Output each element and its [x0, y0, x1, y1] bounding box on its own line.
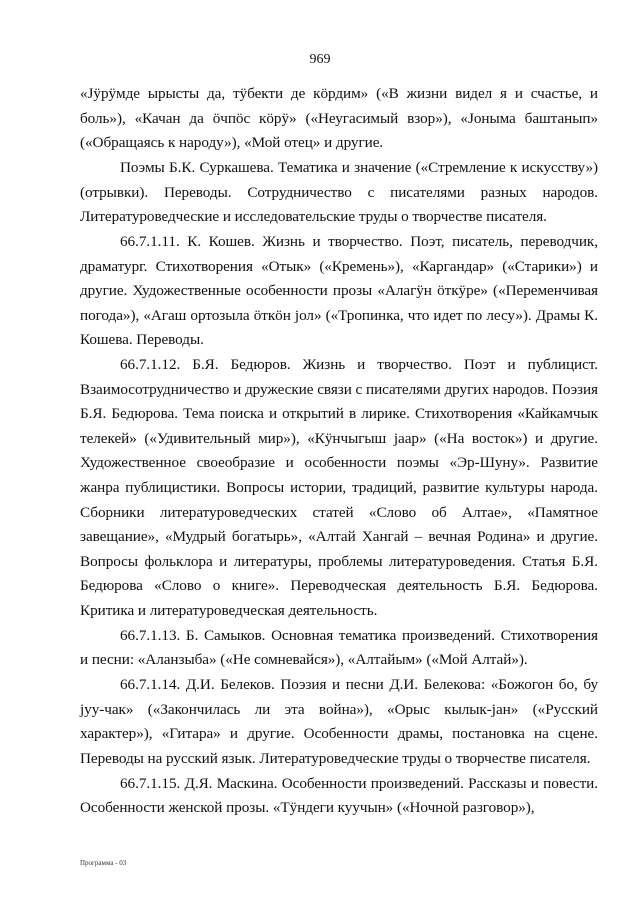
paragraph-bedyurov: 66.7.1.12. Б.Я. Бедюров. Жизнь и творчество. Поэт и публицист. Взаимосотрудничество и дружеские связи с писателями других народов. Поэзия Б.Я. Бедюрова. Тема поиска и открытий в лирике. Стихотворения «Кайкамчык телекей» («Удивительный мир»), «Кӱнчыгыш jаар» («На восток») и другие. Художественное своеобразие и особенности поэмы «Эр-Шуну». Развитие жанра публицистики. Вопросы истории, традиций, развитие культуры народа. Сборники литературоведческих статей «Слово об Алтае», «Памятное завещание», «Мудрый богатырь», «Алтай Хангай – вечная Родина» и другие. Вопросы фольклора и литературы, проблемы литературоведения. Статья Б.Я. Бедюрова «Слово о книге». Переводческая деятельность Б.Я. Бедюрова. Критика и литературоведческая деятельность. — [80, 356, 598, 620]
paragraph-continuation: «Jӱрӱмде ырысты да, тӱбекти де кӧрдим» («В жизни видел я и счастье, и боль»), «Качан да ӧчпӧс кӧрӱ» («Неугасимый взор»), «Jоныма баштанып» («Обращаясь к народу»), «Мой отец» и другие. — [80, 85, 598, 152]
page-number: 969 — [309, 52, 331, 67]
paragraph-belekov: 66.7.1.14. Д.И. Белеков. Поэзия и песни Д.И. Белекова: «Божогон бо, бу jуу-чак» («Закончилась ли эта война»), «Орыс кылык-jан» («Русский характер»), «Гитара» и другие. Особенности драмы, постановка на сцене. Переводы на русский язык. Литературоведческие труды о творчестве писателя. — [80, 676, 598, 767]
paragraph-surkashev-poems: Поэмы Б.К. Суркашева. Тематика и значение («Стремление к искусству») (отрывки). Переводы. Сотрудничество с писателями разных народов. Литературоведческие и исследовательские труды о творчестве писателя. — [80, 158, 598, 226]
paragraph-koshev: 66.7.1.11. К. Кошев. Жизнь и творчество. Поэт, писатель, переводчик, драматург. Стихотворения «Отык» («Кремень»), «Каргандар» («Старики») и другие. Художественные особенности прозы «Алагӱн ӧткӱре» («Переменчивая погода»), «Агаш ортозыла ӧткӧн jол» («Тропинка, что идет по лесу»). Драмы К. Кошева. Переводы. — [80, 232, 598, 349]
paragraph-maskina: 66.7.1.15. Д.Я. Маскина. Особенности произведений. Рассказы и повести. Особенности женской прозы. «Тӱндеги куучын» («Ночной разговор»), — [80, 774, 598, 817]
footer-label: Программа - 03 — [80, 859, 127, 867]
paragraph-samykov: 66.7.1.13. Б. Самыков. Основная тематика произведений. Стихотворения и песни: «Аланзыба» («Не сомневайся»), «Алтайым» («Мой Алтай»). — [80, 626, 598, 669]
body-text — [80, 82, 598, 821]
